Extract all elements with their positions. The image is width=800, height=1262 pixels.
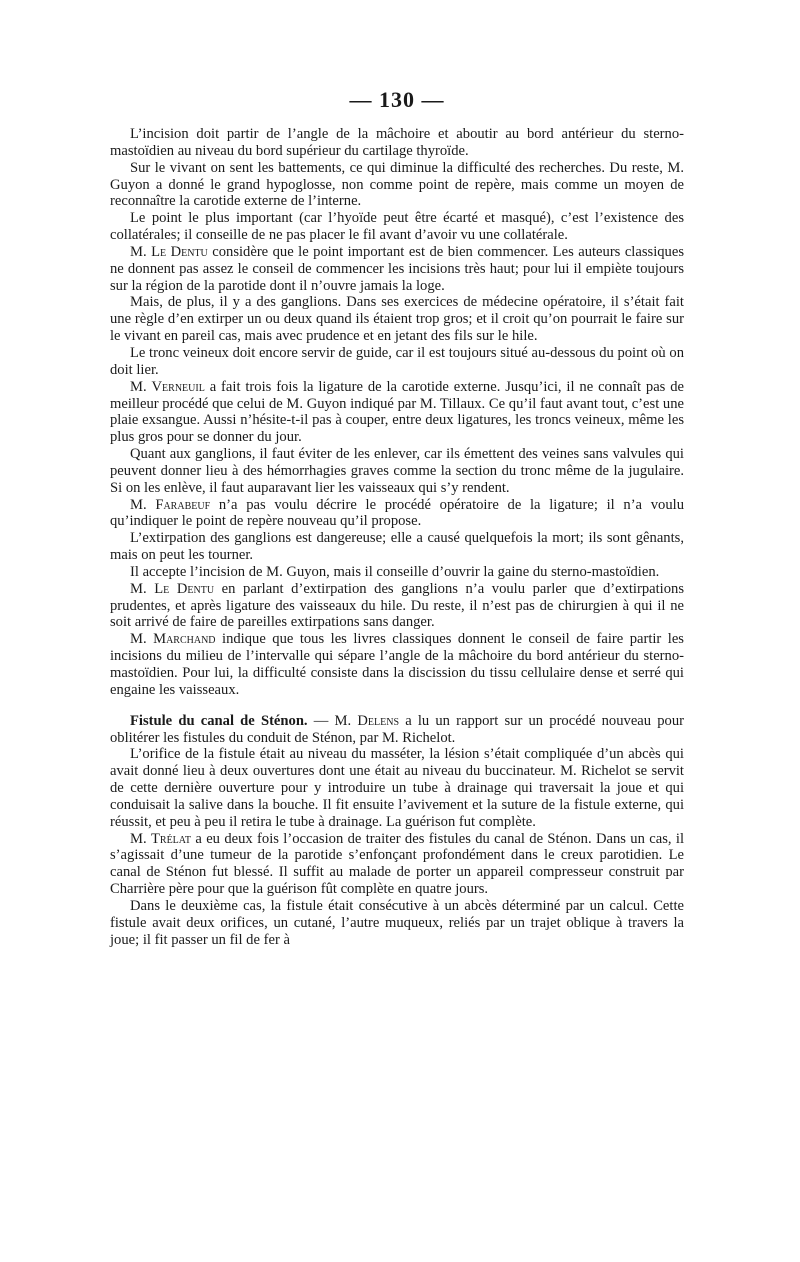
author-name: Verneuil <box>151 378 205 395</box>
author-name: Le Dentu <box>154 580 215 597</box>
section-gap <box>110 699 684 713</box>
page-number: — 130 — <box>349 87 445 112</box>
paragraph-ganglions-exercices: Mais, de plus, il y a des ganglions. Dans ses exercices de médecine opératoire, il s’était fait une règle d’en extirper un ou deux quand ils étaient trop gros; et il croit qu’on pourrait le faire sur le vivant en pareil cas, mais avec prudence et en jetant des fils sur le hile. <box>110 294 684 345</box>
author-name: Trélat <box>150 830 192 847</box>
main-text <box>110 126 684 949</box>
paragraph-marchand: M. Marchand indique que tous les livres classiques donnent le conseil de faire partir les incisions du milieu de l’intervalle qui sépare l’angle de la mâchoire du bord antérieur du sterno-mastoïdien. Pour lui, la difficulté consiste dans la discission du tissu cellulaire dense et serré qui engaine les vaisseaux. <box>110 631 684 698</box>
paragraph-orifice: L’orifice de la fistule était au niveau du masséter, la lésion s’était compliquée d’un abcès qui avait donné lieu à deux ouvertures dont une était au niveau du buccinateur. M. Richelot se servit de cette dernière ouverture pour y introduire un tube à drainage qui traversait la joue et qui conduisait la salive dans la bouche. Il fit ensuite l’avivement et la suture de la fistule externe, qui réussit, et peu à peu il retira le tube à drainage. La guérison fut complète. <box>110 746 684 830</box>
paragraph-deuxieme-cas: Dans le deuxième cas, la fistule était consécutive à un abcès déterminé par un calcul. Cette fistule avait deux orifices, un cutané, l’autre muqueux, reliés par un trajet oblique à travers la joue; il fit passer un fil de fer à <box>110 897 684 948</box>
paragraph-trelat: M. Trélat a eu deux fois l’occasion de traiter des fistules du canal de Sténon. Dans un cas, il s’agissait d’une tumeur de la parotide s’enfonçant profondément dans le creux parotidien. Le canal de Sténon fut blessé. Il suffit au malade de porter un appareil compresseur construit par Charrière père pour que la guérison fût complète en quatre jours. <box>110 830 684 898</box>
paragraph-tronc-veineux: Le tronc veineux doit encore servir de guide, car il est toujours situé au-dessous du point où on doit lier. <box>110 344 684 378</box>
paragraph-vivant: Sur le vivant on sent les battements, ce qui diminue la difficulté des recherches. Du reste, M. Guyon a donné le grand hypoglosse, non comme point de repère, mais comme un moyen de reconnaître la carotide externe de l’interne. <box>110 159 684 210</box>
paragraph-fistule-heading: Fistule du canal de Sténon. — M. Delens a lu un rapport sur un procédé nouveau pour oblitérer les fistules du conduit de Sténon, par M. Richelot. <box>110 712 685 746</box>
paragraph-accepte-incision: Il accepte l’incision de M. Guyon, mais il conseille d’ouvrir la gaine du sterno-mastoïdien. <box>130 563 660 580</box>
document-page <box>110 88 684 949</box>
paragraph-verneuil: M. Verneuil a fait trois fois la ligature de la carotide externe. Jusqu’ici, il ne connaît pas de meilleur procédé que celui de M. Guyon indiqué par M. Tillaux. Ce qu’il faut avant tout, c’est une plaie exsangue. Aussi n’hésite-t-il pas à couper, entre deux ligatures, les troncs veineux, même les plus gros pour se donner du jour. <box>110 378 684 446</box>
paragraph-le-dentu-2: M. Le Dentu en parlant d’extirpation des ganglions n’a voulu parler que d’extirpations prudentes, et après ligature des vaisseaux du hile. Du reste, il n’est pas de chirurgien à qui il ne soit arrivé de faire de pareilles extirpations sans danger. <box>110 580 684 631</box>
paragraph-incision: L’incision doit partir de l’angle de la mâchoire et aboutir au bord antérieur du sterno-mastoïdien au niveau du bord supérieur du cartilage thyroïde. <box>110 126 684 159</box>
author-name: Delens <box>357 712 400 729</box>
paragraph-le-dentu-1: M. Le Dentu considère que le point important est de bien commencer. Les auteurs classiques ne donnent pas assez le conseil de commencer les incisions très haut; pour lui il empiète toujours sur la région de la parotide dont il n’ouvre jamais la loge. <box>110 243 684 294</box>
paragraph-extirpation: L’extirpation des ganglions est dangereuse; elle a causé quelquefois la mort; ils sont gênants, mais on peut les tourner. <box>110 530 684 564</box>
paragraph-quant-aux-ganglions: Quant aux ganglions, il faut éviter de les enlever, car ils émettent des veines sans valvules qui peuvent donner lieu à des hémorrhagies graves comme la section du tronc même de la jugulaire. Si on les enlève, il faut auparavant lier les vaisseaux qui s’y rendent. <box>110 446 684 496</box>
section-heading: Fistule du canal de Sténon. <box>130 712 308 729</box>
author-name: Le Dentu <box>151 243 208 260</box>
paragraph-farabeuf: M. Farabeuf n’a pas voulu décrire le procédé opératoire de la ligature; il n’a voulu qu’indiquer le point de repère nouveau qu’il propose. <box>110 496 684 530</box>
author-name: Marchand <box>153 631 216 648</box>
paragraph-point-important: Le point le plus important (car l’hyoïde peut être écarté et masqué), c’est l’existence des collatérales; il conseille de ne pas placer le fil avant d’avoir vu une collatérale. <box>110 210 684 244</box>
author-name: Farabeuf <box>155 496 211 513</box>
